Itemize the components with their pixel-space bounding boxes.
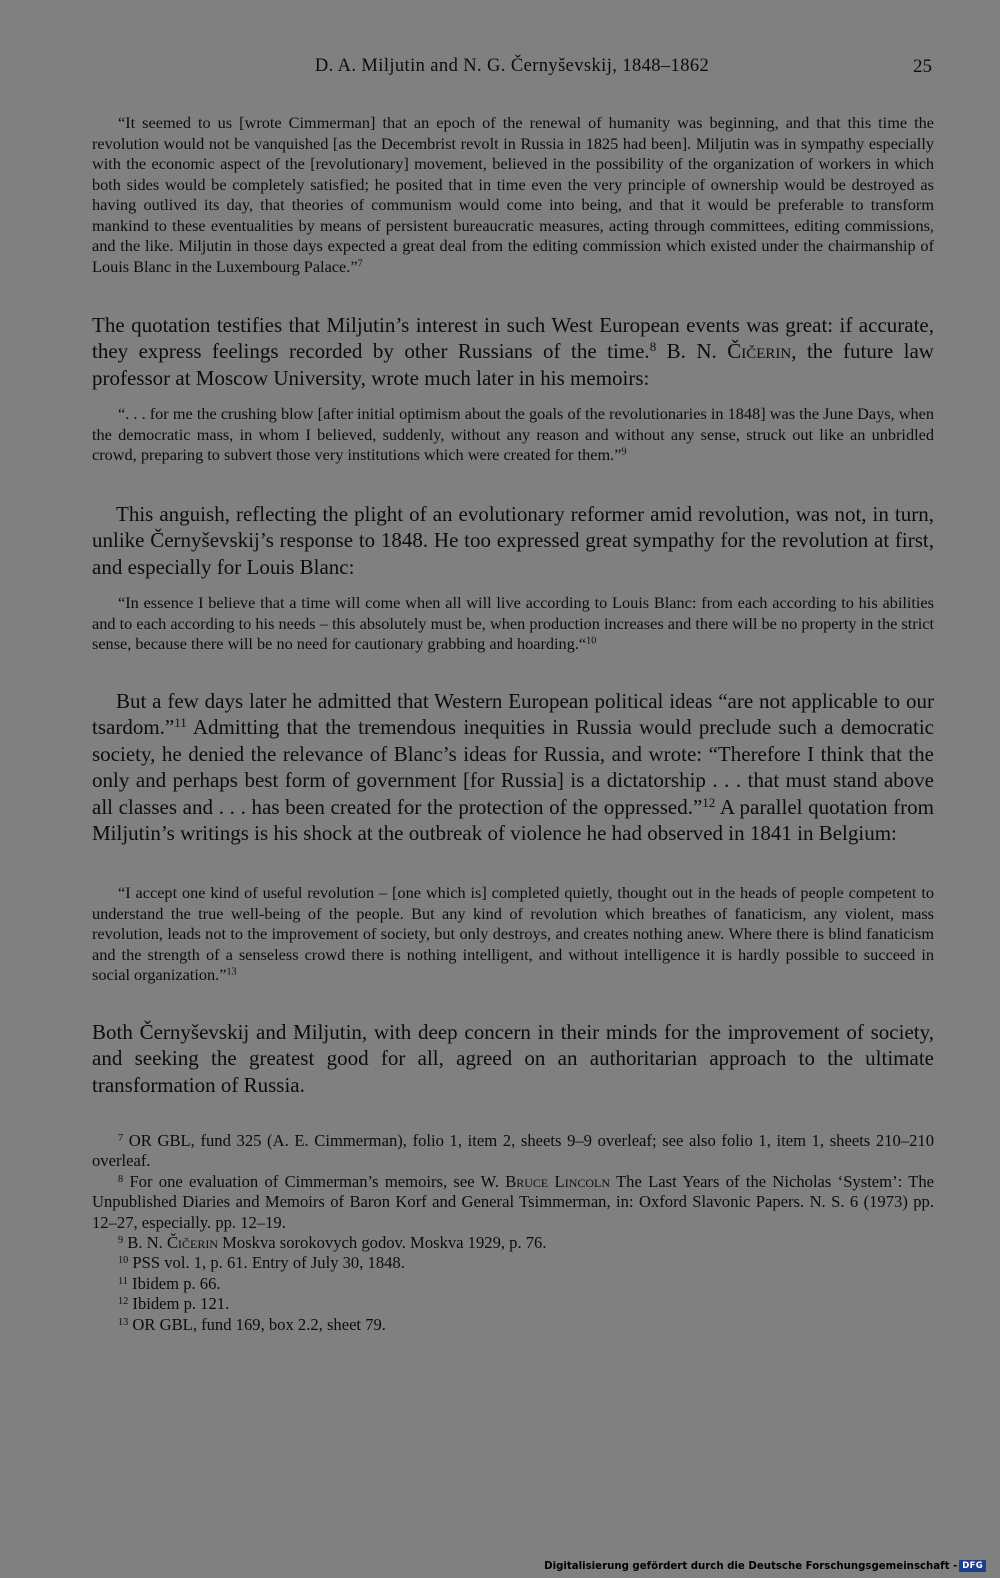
- block-quote-miljutin: [92, 883, 934, 986]
- body-paragraph: This anguish, reflecting the plight of an evolutionary reformer amid revolution, was not, in turn, unlike Černyševskij’s response to 1848. He too expressed great sympathy for the revolution at first, and especially for Louis Blanc:: [92, 502, 934, 579]
- quote-text: “I accept one kind of useful revolution – [one which is] completed quietly, thought out in the heads of people competent to understand the true well-being of the people. But any kind of revolution which breathes of fanaticism, any violent, mass revolution, leads not to the improvement of society, but only destroys, and creates nothing anew. Where there is blind fanaticism and the strength of a senseless crowd there is nothing intelligent, and without intelligence it is hardly possible to succeed in social organization.”: [92, 883, 934, 984]
- footnote-ref[interactable]: 13: [226, 966, 237, 978]
- digitization-credit: [544, 1560, 986, 1572]
- block-quote-cimmerman: [92, 113, 934, 277]
- running-title: D. A. Miljutin and N. G. Černyševskij, 1848–1862: [314, 56, 710, 76]
- footnote-ref[interactable]: 12: [702, 794, 716, 810]
- footnote-ref[interactable]: 10: [586, 635, 597, 647]
- body-paragraph: But a few days later he admitted that Western European political ideas “are not applicable to our tsardom.”$^{11}$ Admitting that the tremendous inequities in Russia would preclude such a democratic society, he denied the relevance of Blanc’s ideas for Russia, and wrote: “Therefore I think that the only and perhaps best form of government [for Russia] is a dictatorship . . . that must stand above all classes and . . . has been created for the protection of the oppressed.”$^{12}$ A parallel quotation from Miljutin’s writings is his shock at the outbreak of violence he had observed in 1841 in Belgium:: [92, 689, 934, 846]
- quote-text: “In essence I believe that a time will come when all will live according to Louis Blanc: from each according to his abilities and to each according to his needs – this absolutely must be, when production increases and there will be no property in the strict sense, because there will be no need for cautionary grabbing and hoarding.“: [92, 593, 934, 653]
- body-paragraph: The quotation testifies that Miljutin’s interest in such West European events was great: if accurate, they express feelings recorded by other Russians of the time.$^8$ B. N. Čičerin, the future law professor at Moscow University, wrote much later in his memoirs:: [92, 313, 934, 390]
- block-quote-cernysevskij: [92, 593, 934, 655]
- footnote-10: $^{10}$ PSS vol. 1, p. 61. Entry of July 30, 1848.: [118, 1253, 405, 1273]
- footnote-ref[interactable]: 11: [174, 715, 187, 731]
- footnote-ref[interactable]: 8: [649, 339, 657, 355]
- footnote-8: $^8$ For one evaluation of Cimmerman’s memoirs, see W. Bruce Lincoln The Last Years of the Nicholas ‘System’: The Unpublished Diaries and Memoirs of Baron Korf and General Tsimmerman, in: Oxford Slavonic Papers. N. S. 6 (1973) pp. 12–27, especially. pp. 12–19.: [92, 1171, 935, 1232]
- footnote-ref[interactable]: 9: [621, 446, 627, 458]
- quote-text: “. . . for me the crushing blow [after initial optimism about the goals of the revolutionaries in 1848] was the June Days, when the democratic mass, in whom I believed, suddenly, without any reason and without any sense, struck out like an unbridled crowd, preparing to subvert those very institutions which were created for them.”: [92, 404, 934, 464]
- dfg-logo: DFG: [959, 1560, 986, 1572]
- footnote-12: $^{12}$ Ibidem p. 121.: [118, 1294, 230, 1314]
- footnote-13: $^{13}$ OR GBL, fund 169, box 2.2, sheet 79.: [118, 1314, 386, 1334]
- block-quote-cicerin: [92, 404, 934, 466]
- running-head: [92, 56, 932, 84]
- footnotes: [92, 1131, 934, 1335]
- page-number: 25: [913, 56, 932, 77]
- footnote-11: $^{11}$ Ibidem p. 66.: [118, 1273, 221, 1293]
- credit-text: Digitalisierung gefördert durch die Deutsche Forschungsgemeinschaft -: [544, 1560, 958, 1572]
- body-paragraph: Both Černyševskij and Miljutin, with deep concern in their minds for the improvement of society, and seeking the greatest good for all, agreed on an authoritarian approach to the ultimate transformation of Russia.: [92, 1020, 934, 1097]
- footnote-ref[interactable]: 7: [357, 257, 363, 269]
- quote-text: “It seemed to us [wrote Cimmerman] that an epoch of the renewal of humanity was beginning, and that this time the revolution would not be vanquished [as the Decembrist revolt in Russia in 1825 had been]. Miljutin was in sympathy especially with the economic aspect of the [revolutionary] movement, believed in the possibility of the organization of workers in which both sides would be completely satisfied; he posited that in time even the very principle of ownership would be destroyed as having outlived its day, that theories of communism would come into being, and that it would be preferable to transform mankind to these eventualities by means of persistent bureaucratic measures, acting through committees, editing commissions, and the like. Miljutin in those days expected a great deal from the editing commission which existed under the chairmanship of Louis Blanc in the Luxembourg Palace.”: [92, 113, 934, 276]
- footnote-7: $^7$ OR GBL, fund 325 (A. E. Cimmerman), folio 1, item 2, sheets 9–9 overleaf; see also folio 1, item 1, sheets 210–210 overleaf.: [92, 1131, 934, 1171]
- footnote-9: $^9$ B. N. Čičerin Moskva sorokovych godov. Moskva 1929, p. 76.: [118, 1233, 547, 1253]
- author-name: Čičerin: [727, 339, 792, 364]
